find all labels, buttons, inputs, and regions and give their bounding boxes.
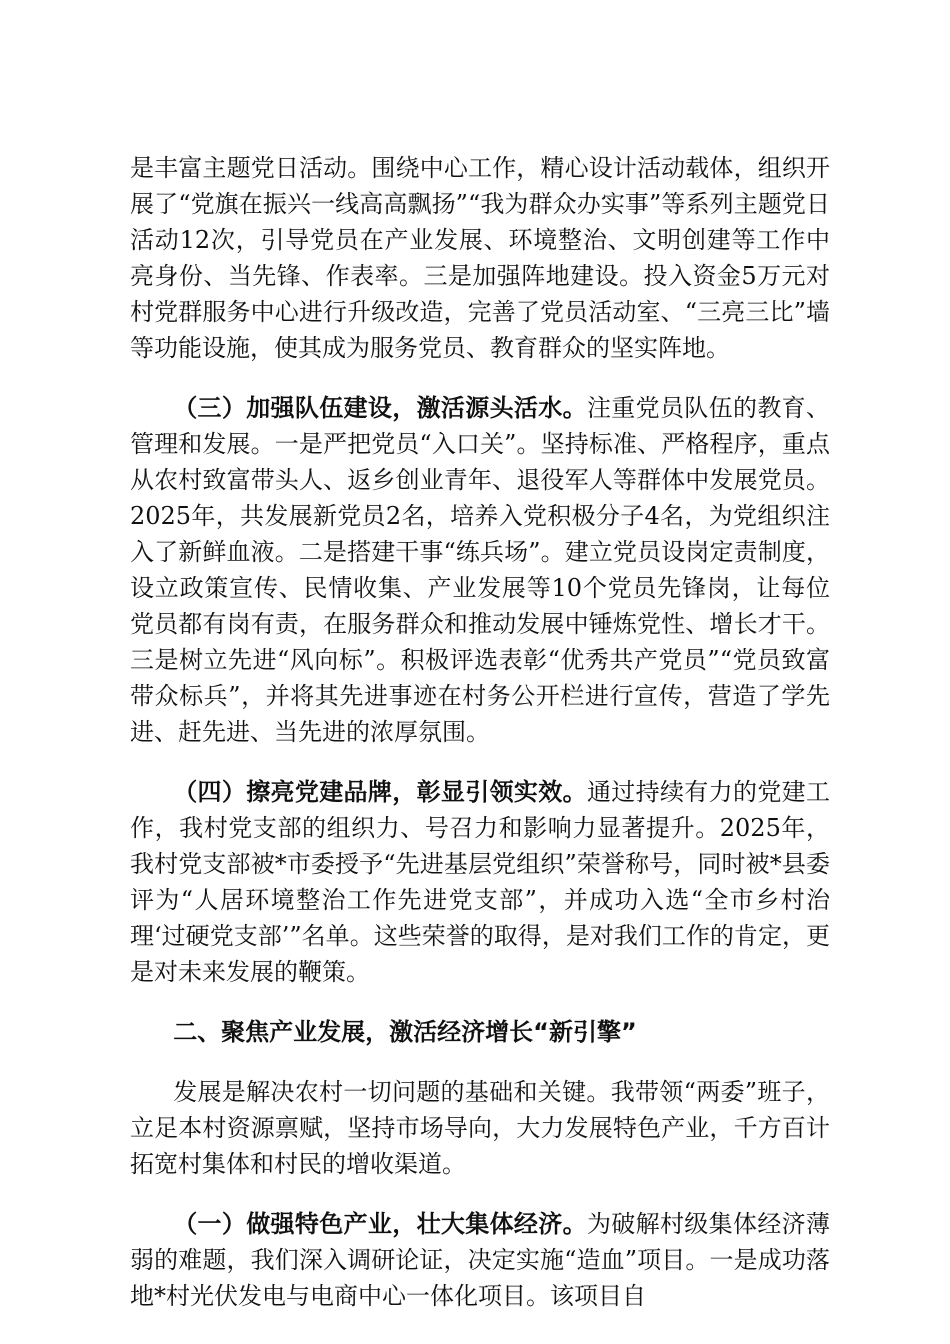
paragraph-text: 为破解村级集体经济薄弱的难题，我们深入调研论证，决定实施“造血”项目。一是成功落地*村光伏发电与电商中心一体化项目。该项目自 [130,1210,831,1310]
paragraph-party-day-activities [130,150,830,366]
paragraph-text: 通过持续有力的党建工作，我村党支部的组织力、号召力和影响力显著提升。2025年，我村党支部被*市委授予“先进基层党组织”荣誉称号，同时被*县委评为“人居环境整治工作先进党支部”，并成功入选“全市乡村治理‘过硬党支部’”名单。这些荣誉的取得，是对我们工作的肯定，更是对未来发展的鞭策。 [130,778,831,986]
paragraph-industry-intro [130,1074,830,1182]
paragraph-featured-industry [130,1206,830,1314]
paragraph-team-building [130,390,830,750]
paragraph-text: 发展是解决农村一切问题的基础和关键。我带领“两委”班子，立足本村资源禀赋，坚持市场导向，大力发展特色产业，千方百计拓宽村集体和村民的增收渠道。 [130,1078,830,1178]
section-heading-industry: 二、聚焦产业发展，激活经济增长“新引擎” [173,1018,637,1046]
paragraph-party-brand [130,774,830,990]
section-subheading: （一）做强特色产业，壮大集体经济。 [173,1210,587,1238]
section-subheading: （四）擦亮党建品牌，彰显引领实效。 [173,778,587,806]
section-subheading: （三）加强队伍建设，激活源头活水。 [173,394,587,422]
document-page [130,150,830,1338]
paragraph-text: 是丰富主题党日活动。围绕中心工作，精心设计活动载体，组织开展了“党旗在振兴一线高高飘扬”“我为群众办实事”等系列主题党日活动12次，引导党员在产业发展、环境整治、文明创建等工作中亮身份、当先锋、作表率。三是加强阵地建设。投入资金5万元对村党群服务中心进行升级改造，完善了党员活动室、“三亮三比”墙等功能设施，使其成为服务党员、教育群众的坚实阵地。 [130,154,830,362]
paragraph-text: 注重党员队伍的教育、管理和发展。一是严把党员“入口关”。坚持标准、严格程序，重点从农村致富带头人、返乡创业青年、退役军人等群体中发展党员。2025年，共发展新党员2名，培养入党积极分子4名，为党组织注入了新鲜血液。二是搭建干事“练兵场”。建立党员设岗定责制度，设立政策宣传、民情收集、产业发展等10个党员先锋岗，让每位党员都有岗有责，在服务群众和推动发展中锤炼党性、增长才干。三是树立先进“风向标”。积极评选表彰“优秀共产党员”“党员致富带众标兵”，并将其先进事迹在村务公开栏进行宣传，营造了学先进、赶先进、当先进的浓厚氛围。 [130,394,831,746]
